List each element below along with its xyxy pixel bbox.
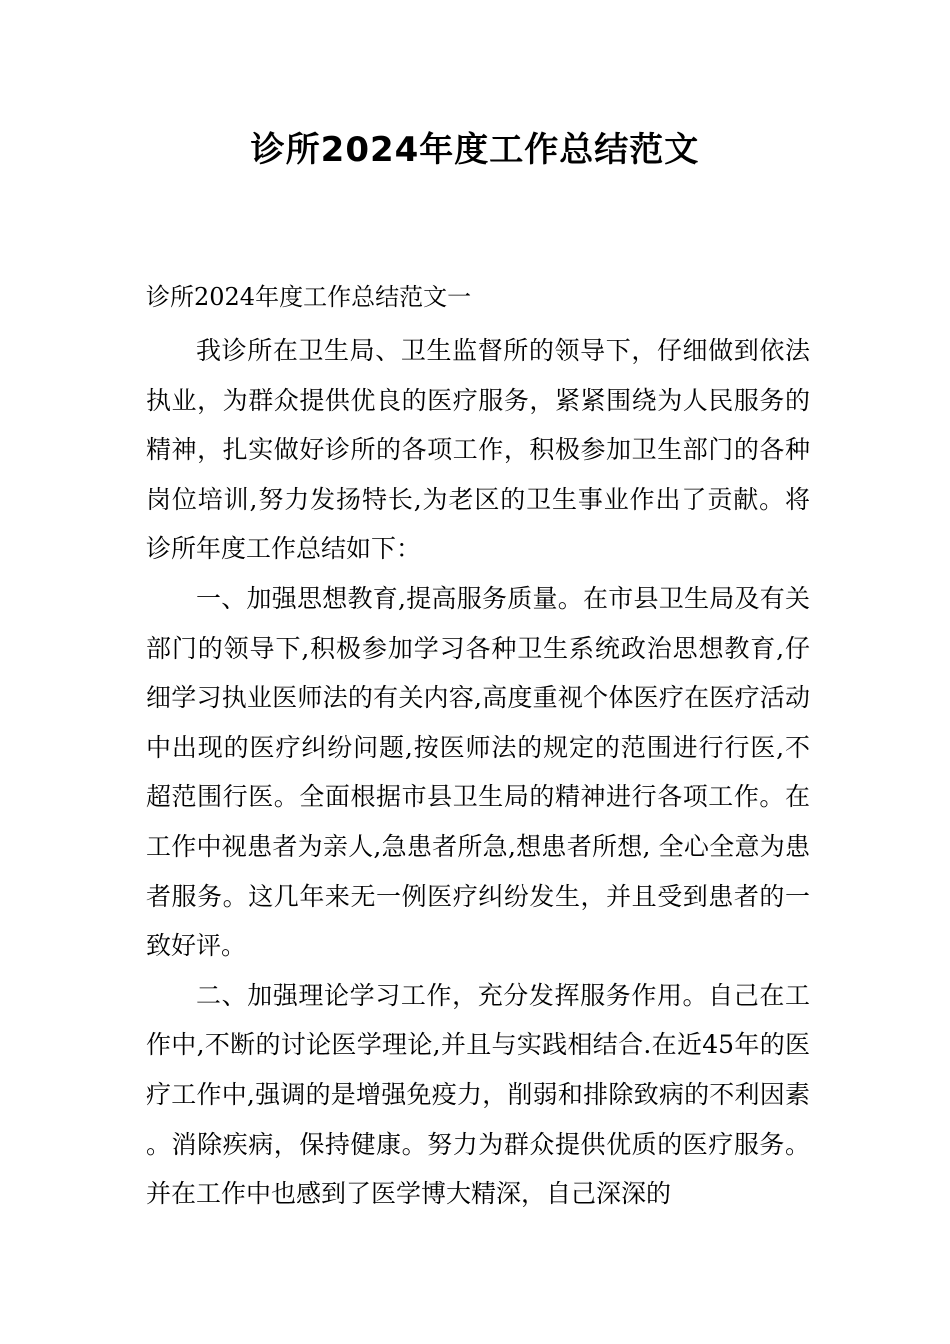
paragraph-section-1: 一、加强思想教育,提高服务质量。在市县卫生局及有关部门的领导下,积极参加学习各种卫生系统政治思想教育,仔细学习执业医师法的有关内容,高度重视个体医疗在医疗活动中出现的医疗纠纷问题,按医师法的规定的范围进行行医,不超范围行医。全面根据市县卫生局的精神进行各项工作。在工作中视患者为亲人,急患者所急,想患者所想, 全心全意为患者服务。这几年来无一例医疗纠纷发生，并且受到患者的一致好评。 [146,583,810,961]
document-body [146,326,810,1219]
document-subtitle: 诊所2024年度工作总结范文一 [146,283,472,311]
document-title: 诊所2024年度工作总结范文 [250,130,700,170]
paragraph-intro: 我诊所在卫生局、卫生监督所的领导下，仔细做到依法执业，为群众提供优良的医疗服务，紧紧围绕为人民服务的精神，扎实做好诊所的各项工作，积极参加卫生部门的各种岗位培训,努力发扬特长,为老区的卫生事业作出了贡献。将诊所年度工作总结如下： [146,336,810,564]
paragraph-section-2: 二、加强理论学习工作，充分发挥服务作用。自己在工作中,不断的讨论医学理论,并且与实践相结合.在近45年的医疗工作中,强调的是增强免疫力，削弱和排除致病的不利因素。消除疾病，保持健康。努力为群众提供优质的医疗服务。并在工作中也感到了医学博大精深，自己深深的 [146,980,810,1209]
